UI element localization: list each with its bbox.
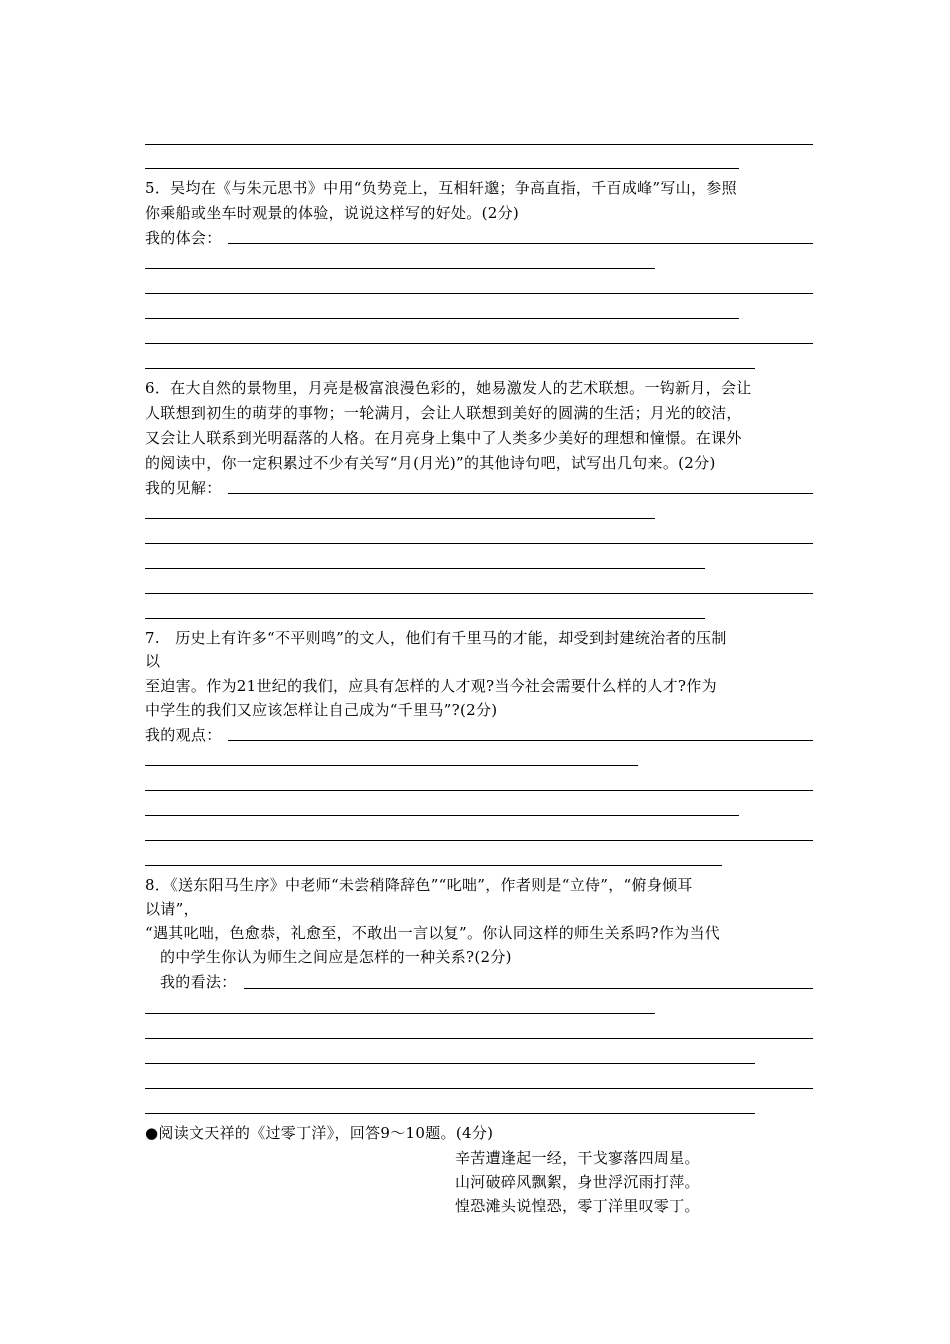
answer-line bbox=[145, 144, 813, 145]
answer-line bbox=[145, 865, 722, 866]
answer-line bbox=[145, 343, 813, 344]
answer-line bbox=[145, 268, 655, 269]
answer-line bbox=[145, 593, 813, 594]
answer-line bbox=[145, 1013, 655, 1014]
question-5-answer-label: 我的体会： bbox=[145, 229, 222, 247]
answer-line bbox=[228, 493, 813, 494]
question-7-answer-label: 我的观点： bbox=[145, 726, 222, 744]
answer-line bbox=[145, 815, 739, 816]
answer-line bbox=[145, 318, 739, 319]
question-7-line-3: 至迫害。作为21世纪的我们，应具有怎样的人才观?当今社会需要什么样的人才?作为 bbox=[145, 677, 717, 695]
answer-line bbox=[145, 518, 655, 519]
answer-line bbox=[145, 1113, 755, 1114]
answer-line bbox=[228, 243, 813, 244]
answer-line bbox=[244, 988, 813, 989]
question-6-line-3: 又会让人联系到光明磊落的人格。在月亮身上集中了人类多少美好的理想和憧憬。在课外 bbox=[145, 429, 742, 447]
answer-line bbox=[145, 543, 813, 544]
question-8-line-3: “遇其叱咄，色愈恭，礼愈至，不敢出一言以复”。你认同这样的师生关系吗?作为当代 bbox=[145, 924, 721, 942]
question-8-line-2: 以请”， bbox=[145, 900, 199, 918]
answer-line bbox=[145, 1063, 755, 1064]
answer-line bbox=[145, 293, 813, 294]
question-8-answer-label: 我的看法： bbox=[160, 973, 237, 991]
question-6-line-4: 的阅读中，你一定积累过不少有关写“月(月光)”的其他诗句吧，试写出几句来。(2分) bbox=[145, 454, 716, 472]
poem-line-1: 辛苦遭逢起一经，干戈寥落四周星。 bbox=[455, 1149, 700, 1167]
poem-line-2: 山河破碎风飘絮，身世浮沉雨打萍。 bbox=[455, 1173, 700, 1191]
answer-line bbox=[145, 765, 638, 766]
poem-line-3: 惶恐滩头说惶恐，零丁洋里叹零丁。 bbox=[455, 1197, 700, 1215]
question-6-line-1: 6．在大自然的景物里，月亮是极富浪漫色彩的，她易激发人的艺术联想。一钩新月，会让 bbox=[145, 379, 752, 397]
question-7-line-2: 以 bbox=[145, 652, 161, 670]
answer-line bbox=[145, 618, 705, 619]
answer-line bbox=[145, 1038, 813, 1039]
question-6-line-2: 人联想到初生的萌芽的事物；一轮满月，会让人联想到美好的圆满的生活；月光的皎洁， bbox=[145, 404, 742, 422]
question-8-line-1: 8．《送东阳马生序》中老师“未尝稍降辞色”“叱咄”，作者则是“立侍”，“俯身倾耳 bbox=[145, 876, 693, 894]
question-6-answer-label: 我的见解： bbox=[145, 479, 222, 497]
answer-line bbox=[145, 168, 739, 169]
reading-section-heading: ●阅读文天祥的《过零丁洋》，回答9～10题。(4分) bbox=[145, 1124, 494, 1142]
answer-line bbox=[145, 368, 755, 369]
answer-line bbox=[145, 568, 705, 569]
answer-line bbox=[145, 790, 813, 791]
question-5-line-2: 你乘船或坐车时观景的体验，说说这样写的好处。(2分) bbox=[145, 204, 520, 222]
answer-line bbox=[145, 840, 813, 841]
question-7-line-1: 7. 历史上有许多“不平则鸣”的文人，他们有千里马的才能，却受到封建统治者的压制 bbox=[145, 629, 727, 647]
question-7-line-4: 中学生的我们又应该怎样让自己成为“千里马”?(2分) bbox=[145, 701, 498, 719]
question-5-line-1: 5．吴均在《与朱元思书》中用“负势竞上，互相轩邈；争高直指，千百成峰”写山，参照 bbox=[145, 179, 737, 197]
question-8-line-4: 的中学生你认为师生之间应是怎样的一种关系?(2分) bbox=[160, 948, 512, 966]
answer-line bbox=[145, 1088, 813, 1089]
answer-line bbox=[228, 740, 813, 741]
